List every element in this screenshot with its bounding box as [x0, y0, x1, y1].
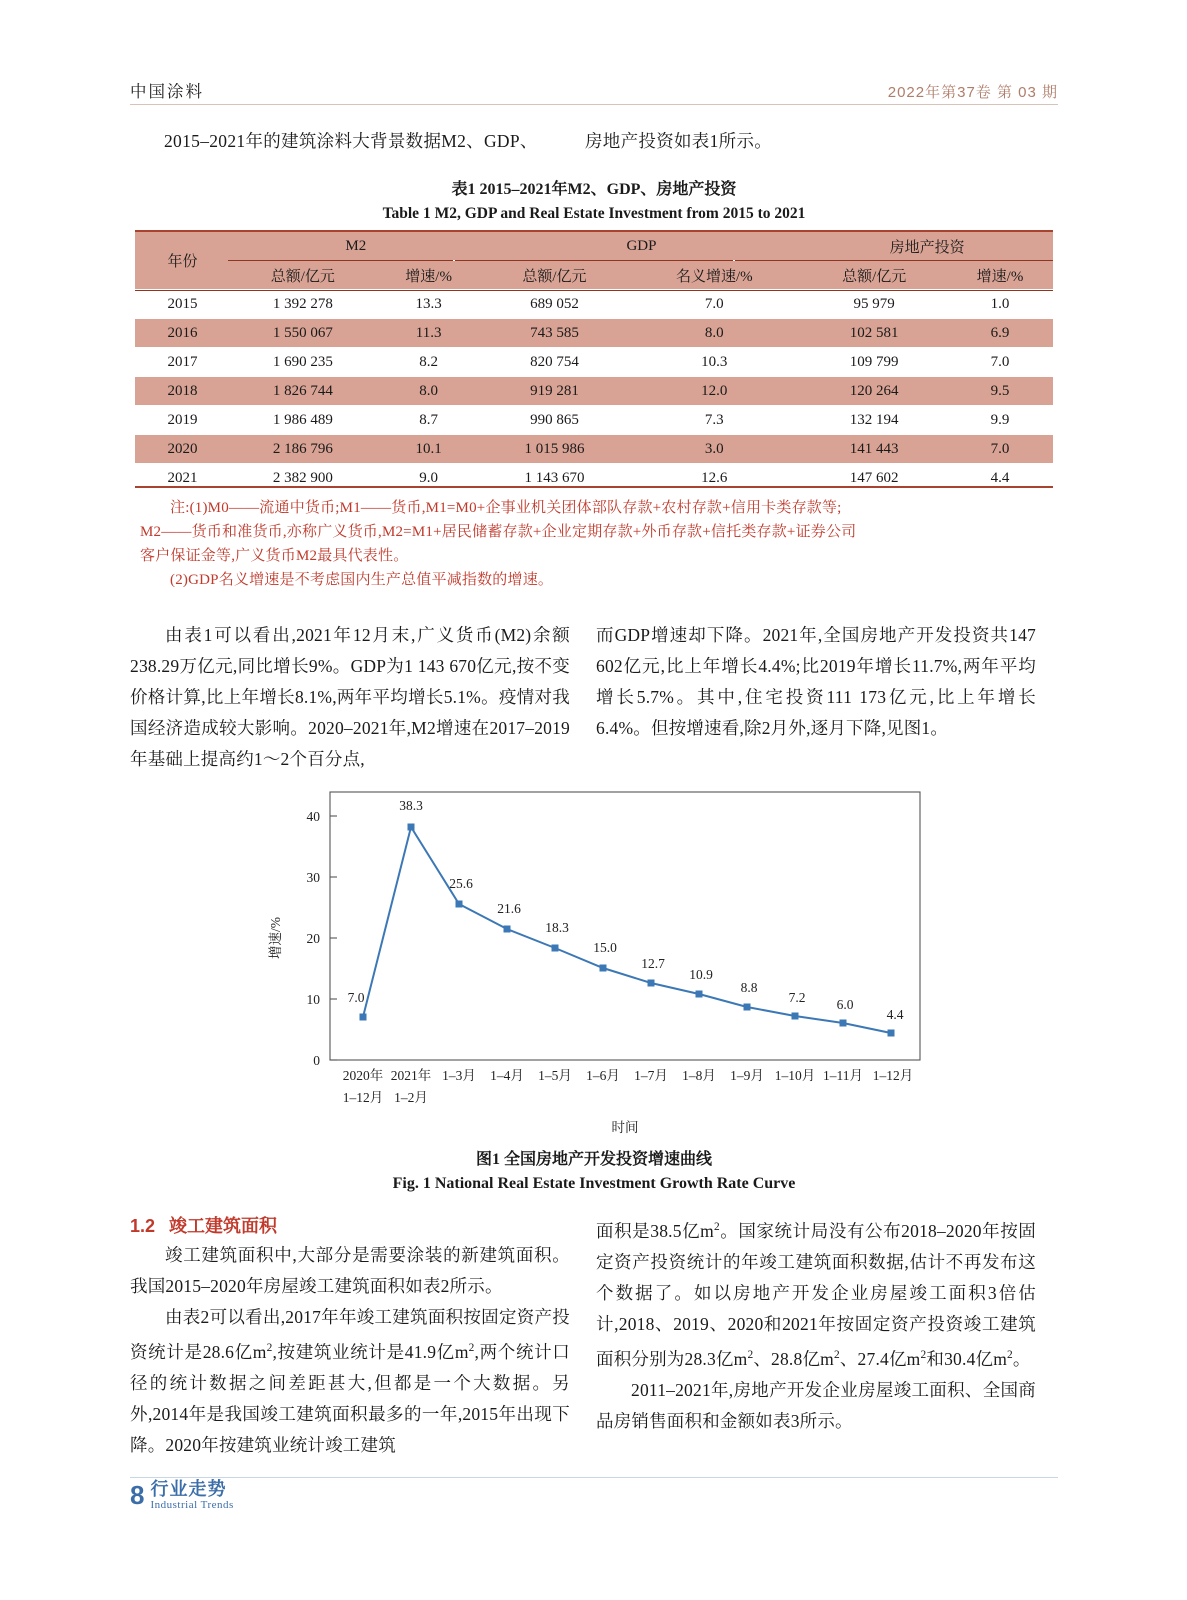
cell-year: 2019	[135, 406, 230, 435]
table1-caption-en: Table 1 M2, GDP and Real Estate Investment from 2015 to 2021	[382, 205, 806, 222]
table-row	[135, 290, 1053, 319]
intro-text-left: 2015–2021年的建筑涂料大背景数据M2、GDP、	[164, 131, 538, 151]
data-label-11: 4.4	[886, 1007, 904, 1022]
body-paragraph-right: 而GDP增速却下降。2021年,全国房地产开发投资共147 602亿元,比上年增长4.4%;比2019年增长11.7%,两年平均增长5.7%。其中,住宅投资111 173亿元,比上年增长6.4%。但按增速看,除2月外,逐月下降,见图1。	[596, 625, 1036, 738]
cell-m2-total: 1 826 744	[230, 377, 376, 406]
x-tick-3: 1–4月	[490, 1068, 524, 1083]
cell-m2-growth: 8.7	[376, 406, 482, 435]
table-subheader-4: 总额/亿元	[801, 261, 947, 290]
unit-superscript: 2	[920, 1348, 927, 1361]
cell-gdp-growth: 8.0	[627, 319, 801, 348]
table-group-rule-re	[735, 260, 1053, 261]
s12-r1e: 和30.4亿m	[926, 1348, 1008, 1369]
cell-re-growth: 9.5	[947, 377, 1053, 406]
unit-superscript: 2	[266, 1342, 273, 1354]
table-bottom-rule	[135, 486, 1053, 488]
s12-r1d: 、27.4亿m	[839, 1348, 921, 1369]
cell-m2-growth: 10.1	[376, 435, 482, 464]
data-label-0: 7.0	[347, 990, 365, 1005]
note-line-3: 客户保证金等,广义货币M2最具代表性。	[140, 548, 409, 564]
cell-m2-total: 1 986 489	[230, 406, 376, 435]
figure1-caption	[130, 1148, 1058, 1196]
table-group-rule-gdp	[455, 260, 733, 261]
footer-label-cn: 行业走势	[150, 1479, 227, 1499]
section-title: 竣工建筑面积	[169, 1216, 278, 1236]
intro-text-right: 房地产投资如表1所示。	[585, 131, 773, 151]
table1-caption-cn: 表1 2015–2021年M2、GDP、房地产投资	[451, 181, 737, 198]
cell-year: 2015	[135, 290, 230, 319]
cell-gdp-total: 919 281	[482, 377, 628, 406]
data-label-1: 38.3	[399, 798, 423, 813]
x-tick-4: 1–5月	[538, 1068, 572, 1083]
s12-l2a: 由表2可以看出,2017年年竣工建筑面积按固定资产投资统计是28.6亿m	[130, 1307, 570, 1362]
x-tick-6: 1–7月	[634, 1068, 668, 1083]
chart-data-markers	[360, 824, 895, 1037]
chart-x-axis-title: 时间	[611, 1120, 639, 1135]
s12-l2b: ,按建筑业统计是41.9亿m	[272, 1341, 469, 1362]
body-right-column	[596, 620, 1036, 744]
section12-left-column	[130, 1240, 570, 1461]
table1	[135, 232, 1053, 493]
page-number: 8	[130, 1480, 145, 1511]
page-header	[130, 78, 1058, 102]
cell-m2-growth: 13.3	[376, 290, 482, 319]
section12-right-paragraph-1	[596, 1212, 1036, 1375]
cell-re-total: 109 799	[801, 348, 947, 377]
cell-re-total: 102 581	[801, 319, 947, 348]
cell-gdp-growth: 10.3	[627, 348, 801, 377]
cell-m2-total: 1 392 278	[230, 290, 376, 319]
page-footer	[130, 1480, 530, 1511]
cell-m2-total: 1 550 067	[230, 319, 376, 348]
section12-paragraph-1: 竣工建筑面积中,大部分是需要涂装的新建筑面积。我国2015–2020年房屋竣工建筑面积如表2所示。	[130, 1245, 570, 1296]
note-line-2: M2——货币和准货币,亦称广义货币,M2=M1+居民储蓄存款+企业定期存款+外币存款+信托类存款+证券公司	[140, 524, 857, 540]
data-label-3: 21.6	[497, 901, 521, 916]
unit-superscript: 2	[747, 1348, 754, 1361]
data-label-4: 18.3	[545, 920, 569, 935]
table-header-rule	[135, 290, 1053, 291]
data-label-5: 15.0	[593, 940, 617, 955]
s12-r1f: 。	[1012, 1348, 1031, 1369]
section12-right-column	[596, 1212, 1036, 1437]
table-row	[135, 377, 1053, 406]
chart-plot-border	[330, 792, 920, 1060]
x-tick-1: 2021年	[390, 1068, 432, 1083]
cell-gdp-growth: 3.0	[627, 435, 801, 464]
cell-year: 2020	[135, 435, 230, 464]
cell-re-total: 141 443	[801, 435, 947, 464]
cell-m2-total: 1 690 235	[230, 348, 376, 377]
s12-r1b: 。国家统计局没有公布2018–2020年按固定资产投资统计的年竣工建筑面积数据,估计不再发布这个数据了。如以房地产开发企业房屋竣工面积3倍估计,2018、2019、2020和2021年按固定资产投资竣工建筑面积分别为28.3亿m	[596, 1220, 1036, 1369]
table-header-row-group	[135, 232, 1053, 261]
y-tick-2: 20	[306, 931, 320, 946]
table-header-gdp: GDP	[482, 232, 802, 261]
cell-gdp-total: 820 754	[482, 348, 628, 377]
intro-paragraph	[130, 126, 1058, 156]
table-row	[135, 319, 1053, 348]
data-label-9: 7.2	[788, 990, 806, 1005]
x-tick-0: 2020年	[342, 1068, 384, 1083]
footer-divider	[130, 1477, 1058, 1478]
table-subheader-3: 名义增速/%	[627, 261, 801, 290]
cell-re-growth: 4.4	[947, 464, 1053, 493]
x-tick-11: 1–12月	[872, 1068, 914, 1083]
y-tick-0: 0	[313, 1053, 320, 1068]
table-group-rule-m2	[228, 260, 453, 261]
cell-gdp-total: 689 052	[482, 290, 628, 319]
cell-gdp-total: 743 585	[482, 319, 628, 348]
body-left-column	[130, 620, 570, 775]
table-subheader-1: 增速/%	[376, 261, 482, 290]
cell-re-total: 95 979	[801, 290, 947, 319]
cell-m2-total: 2 186 796	[230, 435, 376, 464]
chart-data-line	[363, 827, 891, 1033]
table1-caption	[130, 178, 1058, 226]
cell-re-growth: 9.9	[947, 406, 1053, 435]
section-number: 1.2	[130, 1216, 156, 1236]
table-row	[135, 406, 1053, 435]
table-header-year: 年份	[135, 232, 230, 290]
cell-gdp-total: 990 865	[482, 406, 628, 435]
cell-re-growth: 7.0	[947, 435, 1053, 464]
s12-r1c: 、28.8亿m	[753, 1348, 834, 1369]
cell-gdp-total: 1 015 986	[482, 435, 628, 464]
table-header-realestate: 房地产投资	[801, 232, 1053, 261]
table-header-row-sub	[135, 261, 1053, 290]
table-header-m2: M2	[230, 232, 482, 261]
cell-re-growth: 6.9	[947, 319, 1053, 348]
y-tick-4: 40	[306, 809, 320, 824]
figure1-chart	[250, 780, 950, 1150]
section12-right-paragraph-2: 2011–2021年,房地产开发企业房屋竣工面积、全国商品房销售面积和金额如表3所示。	[596, 1379, 1036, 1431]
cell-gdp-growth: 7.3	[627, 406, 801, 435]
cell-m2-growth: 11.3	[376, 319, 482, 348]
x-tick-5: 1–6月	[586, 1068, 620, 1083]
cell-m2-total: 2 382 900	[230, 464, 376, 493]
table-row	[135, 435, 1053, 464]
cell-m2-growth: 8.2	[376, 348, 482, 377]
x-tick-9: 1–10月	[774, 1068, 816, 1083]
s12-r1a: 面积是38.5亿m	[596, 1220, 714, 1241]
y-tick-1: 10	[306, 992, 320, 1007]
unit-superscript: 2	[833, 1348, 840, 1361]
journal-name: 中国涂料	[130, 83, 204, 101]
data-label-2: 25.6	[449, 876, 473, 891]
x-tick-10: 1–11月	[823, 1068, 863, 1083]
x-tick-2: 1–3月	[442, 1068, 476, 1083]
cell-year: 2016	[135, 319, 230, 348]
figure1-caption-cn: 图1 全国房地产开发投资增速曲线	[475, 1151, 712, 1168]
cell-year: 2017	[135, 348, 230, 377]
data-label-8: 8.8	[740, 980, 758, 995]
issue-info: 2022年第37卷 第 03 期	[887, 84, 1058, 101]
header-divider	[130, 104, 1058, 105]
cell-re-total: 132 194	[801, 406, 947, 435]
y-tick-3: 30	[306, 870, 320, 885]
table1-notes	[140, 496, 1050, 592]
table-row	[135, 348, 1053, 377]
footer-section-label	[150, 1480, 233, 1511]
cell-gdp-growth: 12.0	[627, 377, 801, 406]
unit-superscript: 2	[1007, 1348, 1013, 1361]
data-label-6: 12.7	[641, 956, 665, 971]
table-row	[135, 464, 1053, 493]
data-label-10: 6.0	[836, 997, 854, 1012]
x-tick-8: 1–9月	[730, 1068, 764, 1083]
unit-superscript: 2	[714, 1221, 720, 1233]
cell-re-growth: 1.0	[947, 290, 1053, 319]
cell-re-growth: 7.0	[947, 348, 1053, 377]
cell-gdp-growth: 7.0	[627, 290, 801, 319]
chart-y-axis-title: 增速/%	[268, 917, 283, 959]
figure1-caption-en: Fig. 1 National Real Estate Investment Growth Rate Curve	[392, 1175, 796, 1192]
data-label-7: 10.9	[689, 967, 713, 982]
cell-m2-growth: 9.0	[376, 464, 482, 493]
section-heading-1-2	[130, 1212, 277, 1238]
cell-year: 2021	[135, 464, 230, 493]
x-tick-0-sub: 1–12月	[342, 1090, 384, 1105]
chart-y-ticks	[330, 816, 337, 1060]
x-tick-1-sub: 1–2月	[394, 1090, 428, 1105]
note-line-4: (2)GDP名义增速是不考虑国内生产总值平减指数的增速。	[170, 572, 554, 588]
section12-paragraph-2	[130, 1302, 570, 1461]
table-subheader-2: 总额/亿元	[482, 261, 628, 290]
chart-svg	[250, 780, 950, 1150]
note-line-1: 注:(1)M0——流通中货币;M1——货币,M1=M0+企事业机关团体部队存款+农村存款+信用卡类存款等;	[170, 500, 842, 516]
table-subheader-5: 增速/%	[947, 261, 1053, 290]
cell-m2-growth: 8.0	[376, 377, 482, 406]
cell-gdp-total: 1 143 670	[482, 464, 628, 493]
x-tick-7: 1–8月	[682, 1068, 716, 1083]
cell-year: 2018	[135, 377, 230, 406]
cell-re-total: 147 602	[801, 464, 947, 493]
s12-l2c: ,两个统计口径的统计数据之间差距甚大,但都是一个大数据。另外,2014年是我国竣工建筑面积最多的一年,2015年出现下降。2020年按建筑业统计竣工建筑	[130, 1341, 570, 1455]
body-paragraph-left: 由表1可以看出,2021年12月末,广义货币(M2)余额238.29万亿元,同比增长9%。GDP为1 143 670亿元,按不变价格计算,比上年增长8.1%,两年平均增长5.1%。疫情对我国经济造成较大影响。2020–2021年,M2增速在2017–2019年基础上提高约1～2个百分点,	[130, 625, 570, 769]
cell-gdp-growth: 12.6	[627, 464, 801, 493]
table-subheader-0: 总额/亿元	[230, 261, 376, 290]
cell-re-total: 120 264	[801, 377, 947, 406]
footer-label-en: Industrial Trends	[150, 1498, 234, 1511]
unit-superscript: 2	[468, 1342, 475, 1354]
